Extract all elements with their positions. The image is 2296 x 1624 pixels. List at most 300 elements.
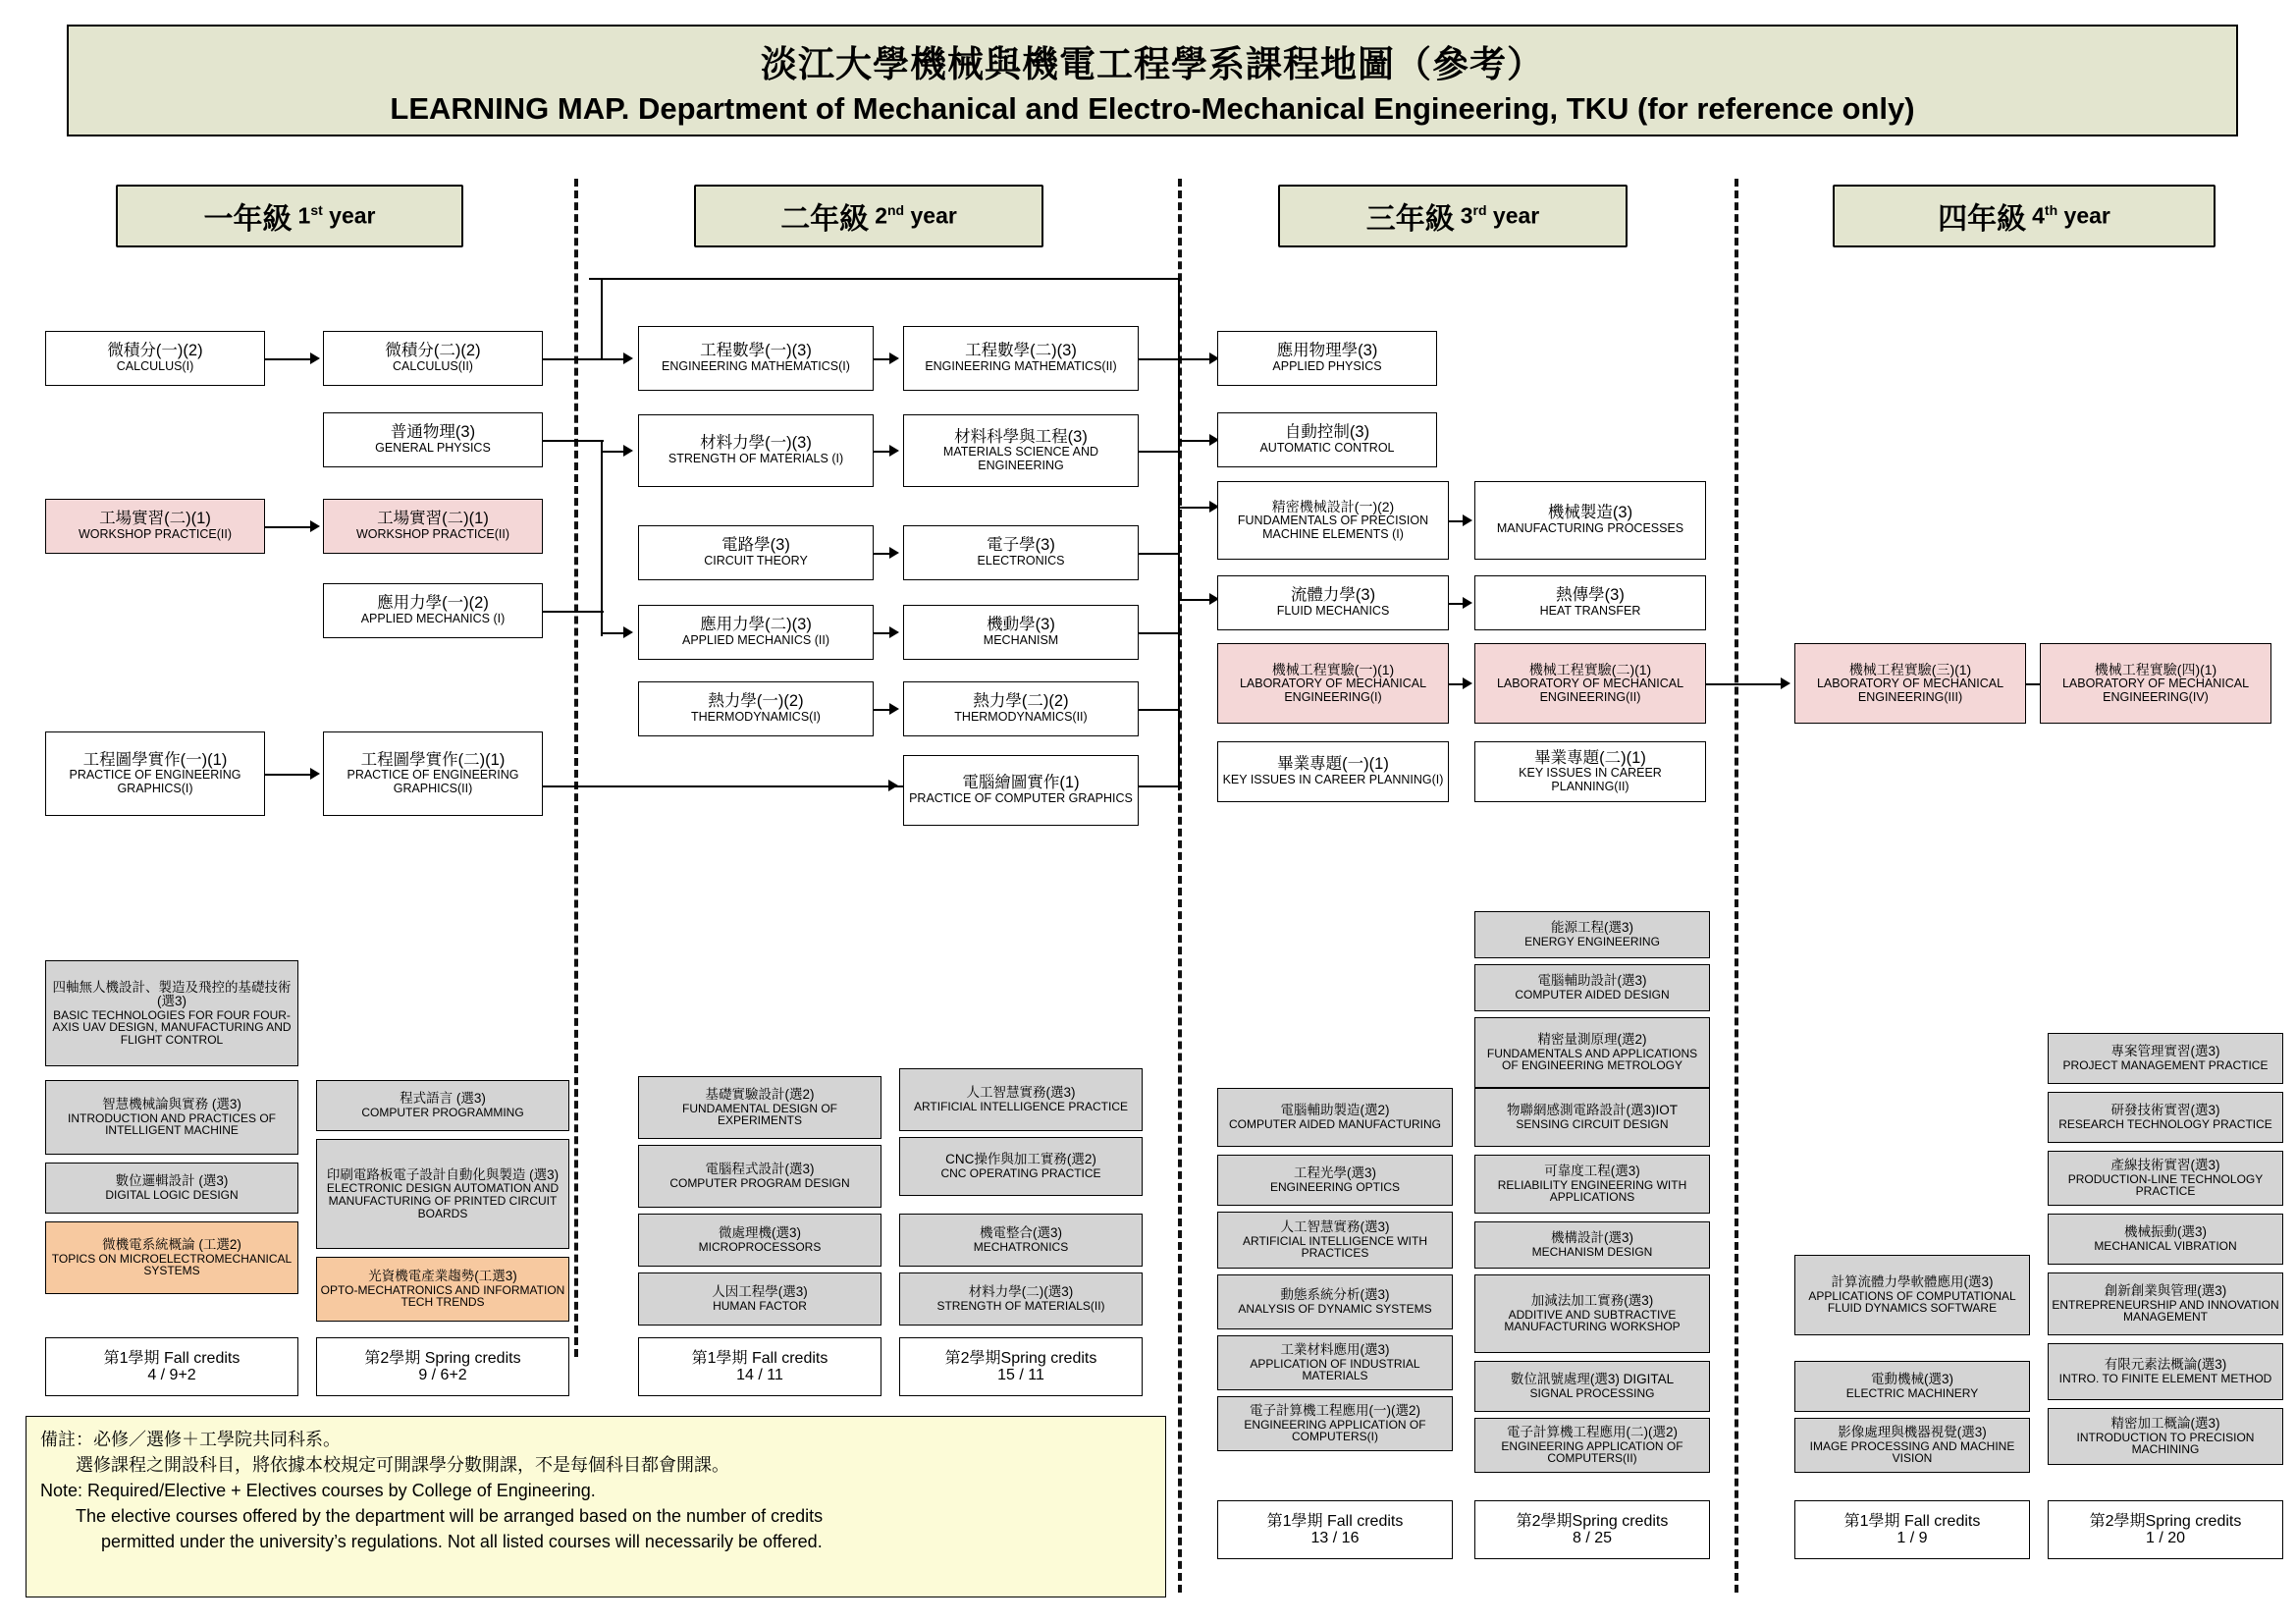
- connector: [2026, 683, 2040, 685]
- course-en: COMPUTER PROGRAMMING: [361, 1105, 524, 1119]
- course-en: AUTOMATIC CONTROL: [1259, 441, 1395, 456]
- elective-y3-fall-1[interactable]: [1217, 1155, 1453, 1206]
- course-en: CALCULUS(I): [116, 359, 194, 374]
- course-en: OPTO-MECHATRONICS AND INFORMATION TECH TRENDS: [320, 1282, 565, 1310]
- course-en: INTRODUCTION TO PRECISION MACHINING: [2076, 1430, 2255, 1457]
- year-3-zh: 三年級: [1365, 203, 1455, 236]
- course-en: HUMAN FACTOR: [713, 1298, 807, 1313]
- course-strength-materials-1[interactable]: [638, 414, 874, 487]
- course-zh: 自動控制(3): [1284, 423, 1370, 442]
- elective-y3-spring-1[interactable]: [1474, 1155, 1710, 1214]
- year-1-en: 1st year: [297, 202, 376, 229]
- course-zh: 能源工程(選3): [1551, 920, 1633, 936]
- year-2-en: 2nd year: [875, 202, 957, 229]
- credits-label: 第2學期Spring credits: [2089, 1512, 2242, 1530]
- connector-arrow: [889, 547, 899, 559]
- course-eng-math-1[interactable]: [638, 326, 874, 391]
- course-en: CALCULUS(II): [393, 359, 473, 374]
- course-workshop-practice-2[interactable]: [323, 499, 543, 554]
- course-en: WORKSHOP PRACTICE(II): [78, 527, 233, 542]
- connector-arrow: [623, 626, 633, 638]
- elective-y4-fall-0[interactable]: [1794, 1255, 2030, 1335]
- course-heat-transfer[interactable]: [1474, 575, 1706, 630]
- course-zh: 機械製造(3): [1547, 504, 1633, 522]
- course-zh: 微機電系統概論 (工選2): [102, 1237, 241, 1253]
- course-zh: 光資機電產業趨勢(工選3): [368, 1269, 517, 1284]
- course-zh: 電子計算機工程應用(二)(選2): [1507, 1425, 1678, 1440]
- connector: [601, 632, 624, 634]
- credits-y3-spring: [1474, 1500, 1710, 1559]
- credits-value: 4 / 9+2: [147, 1367, 196, 1383]
- credits-y3-fall: [1217, 1500, 1453, 1559]
- course-en: INTRO. TO FINITE ELEMENT METHOD: [2058, 1371, 2272, 1385]
- elective-y3-fall-2[interactable]: [1217, 1212, 1453, 1269]
- credits-label: 第2學期Spring credits: [1516, 1512, 1669, 1530]
- course-zh: 數位邏輯設計 (選3): [115, 1173, 229, 1189]
- course-zh: 工程數學(一)(3): [700, 342, 812, 360]
- course-zh: 精密量測原理(選2): [1537, 1032, 1647, 1048]
- elective-y2-spring-3[interactable]: [899, 1272, 1143, 1326]
- connector: [543, 440, 604, 442]
- note-line-4: The elective courses offered by the department will be arranged based on the number of credits: [76, 1506, 824, 1527]
- elective-y4-spring-4[interactable]: [2048, 1272, 2283, 1335]
- course-zh: 工程數學(二)(3): [965, 342, 1077, 360]
- course-en: APPLIED MECHANICS (II): [681, 633, 830, 648]
- year-header-1: [116, 185, 463, 247]
- course-calculus-2[interactable]: [323, 331, 543, 386]
- note-line-5: permitted under the university’s regulations. Not all listed courses will necessarily be offered.: [101, 1532, 823, 1552]
- course-general-physics[interactable]: [323, 412, 543, 467]
- course-manufacturing-processes[interactable]: [1474, 481, 1706, 560]
- course-electronics[interactable]: [903, 525, 1139, 580]
- course-en: SIGNAL PROCESSING: [1529, 1385, 1655, 1400]
- elective-y3-top-1[interactable]: [1474, 964, 1710, 1011]
- course-en: ARTIFICIAL INTELLIGENCE WITH PRACTICES: [1242, 1233, 1428, 1261]
- course-en: MECHANICAL VIBRATION: [2094, 1238, 2237, 1253]
- course-zh: 應用物理學(3): [1276, 342, 1378, 360]
- course-en: KEY ISSUES IN CAREER PLANNING(I): [1222, 773, 1444, 787]
- course-en: LABORATORY OF MECHANICAL ENGINEERING(II): [1496, 677, 1684, 704]
- course-en: ELECTRIC MACHINERY: [1845, 1385, 1979, 1400]
- credits-value: 14 / 11: [736, 1367, 783, 1383]
- elective-y2-spring-2[interactable]: [899, 1214, 1143, 1267]
- course-en: PROJECT MANAGEMENT PRACTICE: [2062, 1057, 2269, 1072]
- year-1-zh: 一年級: [203, 203, 293, 236]
- connector-arrow: [1463, 677, 1472, 689]
- elective-y3-top-0[interactable]: [1474, 911, 1710, 958]
- credits-value: 1 / 20: [2145, 1530, 2186, 1546]
- course-en: ENTREPRENEURSHIP AND INNOVATION MANAGEMENT: [2052, 1297, 2279, 1325]
- course-zh: 微處理機(選3): [719, 1225, 801, 1241]
- note-line-3: Note: Required/Elective + Electives courses by College of Engineering.: [40, 1481, 596, 1501]
- course-en: ELECTRONIC DESIGN AUTOMATION AND MANUFACTURING OF PRINTED CIRCUIT BOARDS: [326, 1181, 560, 1220]
- course-lab-mechanical-2[interactable]: [1474, 643, 1706, 724]
- course-en: ENERGY ENGINEERING: [1524, 934, 1660, 948]
- course-applied-physics[interactable]: [1217, 331, 1437, 386]
- connector: [265, 774, 310, 776]
- course-zh: 畢業專題(二)(1): [1534, 748, 1646, 767]
- credits-value: 9 / 6+2: [418, 1367, 467, 1383]
- course-eng-graphics-2[interactable]: [323, 731, 543, 816]
- credits-y2-spring: [899, 1337, 1143, 1396]
- course-automatic-control[interactable]: [1217, 412, 1437, 467]
- course-lab-mechanical-4[interactable]: [2040, 643, 2271, 724]
- credits-value: 15 / 11: [997, 1367, 1044, 1383]
- course-en: PRACTICE OF COMPUTER GRAPHICS: [909, 791, 1133, 806]
- course-zh: 工程圖學實作(一)(1): [82, 750, 228, 769]
- elective-y1-fall-0[interactable]: [45, 960, 298, 1066]
- course-zh: 微積分(二)(2): [385, 342, 481, 360]
- course-en: COMPUTER AIDED DESIGN: [1515, 987, 1670, 1001]
- course-en: THERMODYNAMICS(I): [691, 710, 821, 725]
- connector: [1139, 709, 1178, 711]
- course-zh: 工程光學(選3): [1294, 1165, 1376, 1181]
- course-zh: 材料力學(一)(3): [700, 434, 812, 453]
- course-zh: 動態系統分析(選3): [1280, 1287, 1390, 1303]
- course-en: STRENGTH OF MATERIALS (I): [667, 452, 844, 466]
- year-header-3: [1278, 185, 1628, 247]
- course-thermodynamics-1[interactable]: [638, 681, 874, 736]
- course-zh: 數位訊號處理(選3) DIGITAL: [1510, 1372, 1675, 1387]
- credits-y2-fall: [638, 1337, 881, 1396]
- connector: [543, 611, 604, 613]
- divider-3: [1735, 179, 1738, 1593]
- connector: [589, 278, 1178, 280]
- connector: [1178, 278, 1180, 358]
- connector: [1178, 599, 1211, 601]
- elective-y2-fall-0[interactable]: [638, 1076, 881, 1139]
- year-4-zh: 四年級: [1938, 203, 2027, 236]
- elective-y2-spring-1[interactable]: [899, 1137, 1143, 1196]
- course-thermodynamics-2[interactable]: [903, 681, 1139, 736]
- course-en: ENGINEERING OPTICS: [1269, 1179, 1401, 1194]
- course-zh: 應用力學(一)(2): [377, 594, 489, 613]
- course-zh: 電腦程式設計(選3): [705, 1162, 815, 1177]
- course-en: PRODUCTION-LINE TECHNOLOGY PRACTICE: [2067, 1171, 2264, 1199]
- credits-y1-fall: [45, 1337, 298, 1396]
- elective-y3-fall-0[interactable]: [1217, 1088, 1453, 1147]
- year-4-en: 4th year: [2032, 202, 2110, 229]
- course-zh: CNC操作與加工實務(選2): [945, 1152, 1096, 1167]
- elective-y1-fall-1[interactable]: [45, 1080, 298, 1155]
- course-lab-mechanical-3[interactable]: [1794, 643, 2026, 724]
- connector: [1139, 358, 1178, 360]
- year-header-4: [1833, 185, 2216, 247]
- course-zh: 熱力學(二)(2): [973, 692, 1069, 711]
- course-zh: 機械振動(選3): [2124, 1224, 2207, 1240]
- title-english: LEARNING MAP. Department of Mechanical and Electro-Mechanical Engineering, TKU (for reference only): [390, 91, 1915, 126]
- credits-y4-fall: [1794, 1500, 2030, 1559]
- course-zh: 機械工程實驗(四)(1): [2094, 661, 2217, 677]
- connector-arrow: [889, 626, 899, 638]
- connector-arrow: [1463, 514, 1472, 526]
- connector: [1139, 553, 1178, 555]
- elective-y4-spring-2[interactable]: [2048, 1151, 2283, 1206]
- course-en: MICROPROCESSORS: [698, 1239, 822, 1254]
- course-en: CIRCUIT THEORY: [704, 554, 808, 568]
- elective-y4-spring-5[interactable]: [2048, 1343, 2283, 1400]
- course-zh: 流體力學(3): [1290, 586, 1376, 605]
- elective-y2-fall-3[interactable]: [638, 1272, 881, 1326]
- course-en: MECHATRONICS: [973, 1239, 1069, 1254]
- course-zh: 精密加工概論(選3): [2110, 1416, 2220, 1432]
- course-en: FUNDAMENTALS OF PRECISION MACHINE ELEMENTS (I): [1237, 514, 1429, 541]
- course-mechanism[interactable]: [903, 605, 1139, 660]
- course-precision-machine-elements-1[interactable]: [1217, 481, 1449, 560]
- elective-y3-top-2[interactable]: [1474, 1017, 1710, 1088]
- course-en: STRENGTH OF MATERIALS(II): [936, 1298, 1105, 1313]
- course-calculus-1[interactable]: [45, 331, 265, 386]
- credits-label: 第2學期 Spring credits: [364, 1349, 521, 1367]
- course-zh: 機電整合(選3): [980, 1225, 1062, 1241]
- page-title: [67, 25, 2238, 136]
- connector-arrow: [623, 445, 633, 457]
- course-lab-mechanical-1[interactable]: [1217, 643, 1449, 724]
- connector-arrow: [623, 352, 633, 364]
- connector-arrow: [310, 520, 320, 532]
- connector-arrow: [1781, 677, 1790, 689]
- course-career-planning-2[interactable]: [1474, 741, 1706, 802]
- course-zh: 物聯網感測電路設計(選3)IOT: [1507, 1103, 1678, 1118]
- course-zh: 熱傳學(3): [1556, 586, 1625, 605]
- course-zh: 材料力學(二)(選3): [968, 1284, 1074, 1300]
- course-zh: 影像處理與機器視覺(選3): [1838, 1425, 1987, 1440]
- course-en: APPLIED PHYSICS: [1272, 359, 1382, 374]
- course-en: LABORATORY OF MECHANICAL ENGINEERING(I): [1239, 677, 1427, 704]
- connector: [601, 440, 603, 636]
- elective-y3-fall-5[interactable]: [1217, 1396, 1453, 1451]
- course-zh: 人工智慧實務(選3): [966, 1085, 1076, 1101]
- course-en: ANALYSIS OF DYNAMIC SYSTEMS: [1238, 1301, 1432, 1316]
- connector: [601, 451, 624, 453]
- elective-y1-fall-2[interactable]: [45, 1163, 298, 1214]
- course-zh: 電子計算機工程應用(一)(選2): [1250, 1403, 1420, 1419]
- elective-y3-spring-5[interactable]: [1474, 1418, 1710, 1473]
- course-zh: 機械工程實驗(一)(1): [1271, 661, 1395, 677]
- connector-arrow: [310, 768, 320, 780]
- course-en: FLUID MECHANICS: [1276, 604, 1390, 619]
- course-applied-mechanics-1[interactable]: [323, 583, 543, 638]
- elective-y2-spring-0[interactable]: [899, 1068, 1143, 1131]
- course-en: APPLIED MECHANICS (I): [360, 612, 506, 626]
- course-circuit-theory[interactable]: [638, 525, 874, 580]
- course-en: FUNDAMENTAL DESIGN OF EXPERIMENTS: [681, 1101, 837, 1128]
- course-materials-science[interactable]: [903, 414, 1139, 487]
- course-zh: 人工智慧實務(選3): [1280, 1219, 1390, 1235]
- connector: [1178, 440, 1211, 442]
- connector: [1139, 785, 1178, 787]
- course-en: KEY ISSUES IN CAREER PLANNING(II): [1519, 766, 1662, 793]
- course-applied-mechanics-2[interactable]: [638, 605, 874, 660]
- course-computer-graphics-practice[interactable]: [903, 755, 1139, 826]
- course-zh: 計算流體力學軟體應用(選3): [1831, 1274, 1994, 1290]
- course-en: ARTIFICIAL INTELLIGENCE PRACTICE: [913, 1099, 1129, 1113]
- note-line-2: 選修課程之開設科目，將依據本校規定可開課學分數開課，不是每個科目都會開課。: [76, 1455, 729, 1476]
- course-zh: 四軸無人機設計、製造及飛控的基礎技術 (選3): [52, 979, 292, 1009]
- course-en: DIGITAL LOGIC DESIGN: [105, 1187, 239, 1202]
- course-en: HEAT TRANSFER: [1539, 604, 1641, 619]
- elective-y3-fall-4[interactable]: [1217, 1335, 1453, 1390]
- title-chinese: 淡江大學機械與機電工程學系課程地圖（參考）: [761, 44, 1544, 84]
- course-zh: 人因工程學(選3): [712, 1284, 808, 1300]
- connector: [265, 358, 310, 360]
- connector-arrow: [889, 352, 899, 364]
- connector: [1178, 358, 1211, 360]
- elective-y3-spring-0[interactable]: [1474, 1088, 1710, 1147]
- course-zh: 電子學(3): [987, 536, 1055, 555]
- course-zh: 電腦輔助設計(選3): [1537, 973, 1647, 989]
- course-zh: 工程圖學實作(二)(1): [360, 750, 506, 769]
- elective-y4-fall-1[interactable]: [1794, 1361, 2030, 1412]
- course-zh: 電動機械(選3): [1871, 1372, 1953, 1387]
- course-en: LABORATORY OF MECHANICAL ENGINEERING(IV): [2061, 677, 2250, 704]
- course-en: APPLICATIONS OF COMPUTATIONAL FLUID DYNAMICS SOFTWARE: [1808, 1288, 2016, 1316]
- connector-arrow: [889, 703, 899, 715]
- course-zh: 精密機械設計(一)(2): [1271, 498, 1395, 514]
- elective-y4-spring-6[interactable]: [2048, 1408, 2283, 1465]
- course-zh: 創新創業與管理(選3): [2104, 1283, 2227, 1299]
- course-en: RELIABILITY ENGINEERING WITH APPLICATIONS: [1497, 1177, 1687, 1205]
- course-zh: 工業材料應用(選3): [1280, 1342, 1390, 1358]
- connector: [1139, 632, 1178, 634]
- course-zh: 工場實習(二)(1): [377, 510, 489, 528]
- connector: [265, 526, 310, 528]
- credits-y4-spring: [2048, 1500, 2283, 1559]
- course-en: MANUFACTURING PROCESSES: [1496, 521, 1684, 536]
- course-zh: 研發技術實習(選3): [2110, 1103, 2220, 1118]
- course-en: GENERAL PHYSICS: [375, 441, 491, 456]
- course-en: FUNDAMENTALS AND APPLICATIONS OF ENGINEERING METROLOGY: [1486, 1046, 1698, 1073]
- connector: [543, 785, 903, 787]
- course-en: PRACTICE OF ENGINEERING GRAPHICS(I): [69, 768, 241, 795]
- course-zh: 機構設計(選3): [1551, 1230, 1633, 1246]
- connector-arrow: [310, 352, 320, 364]
- course-en: THERMODYNAMICS(II): [954, 710, 1088, 725]
- course-en: TOPICS ON MICROELECTROMECHANICAL SYSTEMS: [51, 1251, 293, 1278]
- course-zh: 材料科學與工程(3): [954, 427, 1088, 446]
- course-zh: 微積分(一)(2): [107, 342, 203, 360]
- elective-y4-spring-0[interactable]: [2048, 1033, 2283, 1084]
- course-career-planning-1[interactable]: [1217, 741, 1449, 802]
- course-zh: 基礎實驗設計(選2): [705, 1087, 815, 1103]
- connector: [1139, 451, 1178, 453]
- course-zh: 工場實習(二)(1): [99, 510, 211, 528]
- elective-y1-spring-2[interactable]: [316, 1257, 569, 1322]
- credits-value: 8 / 25: [1572, 1530, 1613, 1546]
- footnote-box: [26, 1416, 1166, 1597]
- elective-y3-spring-4[interactable]: [1474, 1361, 1710, 1412]
- course-zh: 普通物理(3): [390, 423, 476, 442]
- connector-arrow: [889, 445, 899, 457]
- course-en: MATERIALS SCIENCE AND ENGINEERING: [942, 445, 1099, 472]
- course-zh: 機械工程實驗(二)(1): [1528, 661, 1652, 677]
- year-3-en: 3rd year: [1460, 202, 1540, 229]
- connector-arrow: [1463, 597, 1472, 609]
- course-zh: 程式語言 (選3): [400, 1091, 486, 1107]
- course-en: MECHANISM: [983, 633, 1059, 648]
- course-eng-math-2[interactable]: [903, 326, 1139, 391]
- elective-y4-spring-3[interactable]: [2048, 1214, 2283, 1265]
- elective-y1-fall-3[interactable]: [45, 1221, 298, 1294]
- course-en: MECHANISM DESIGN: [1531, 1244, 1653, 1259]
- connector-arrow: [888, 780, 898, 791]
- elective-y1-spring-1[interactable]: [316, 1139, 569, 1249]
- course-zh: 熱力學(一)(2): [708, 692, 804, 711]
- elective-y2-fall-1[interactable]: [638, 1145, 881, 1208]
- course-zh: 電路學(3): [721, 536, 790, 555]
- course-en: SENSING CIRCUIT DESIGN: [1516, 1116, 1669, 1131]
- course-en: IMAGE PROCESSING AND MACHINE VISION: [1809, 1438, 2015, 1466]
- year-2-zh: 二年級: [780, 203, 870, 236]
- credits-label: 第1學期 Fall credits: [1843, 1512, 1981, 1530]
- course-zh: 專案管理實習(選3): [2110, 1044, 2220, 1059]
- connector: [1178, 507, 1211, 509]
- elective-y2-fall-2[interactable]: [638, 1214, 881, 1267]
- credits-label: 第2學期Spring credits: [944, 1349, 1097, 1367]
- elective-y4-fall-2[interactable]: [1794, 1418, 2030, 1473]
- course-workshop-practice-1[interactable]: [45, 499, 265, 554]
- divider-1: [574, 179, 578, 1357]
- credits-label: 第1學期 Fall credits: [103, 1349, 240, 1367]
- course-en: ENGINEERING MATHEMATICS(II): [925, 359, 1117, 374]
- credits-value: 1 / 9: [1896, 1530, 1928, 1546]
- connector: [1178, 358, 1180, 790]
- credits-label: 第1學期 Fall credits: [691, 1349, 828, 1367]
- elective-y3-fall-3[interactable]: [1217, 1274, 1453, 1329]
- course-en: ENGINEERING APPLICATION OF COMPUTERS(I): [1244, 1417, 1426, 1444]
- course-en: APPLICATION OF INDUSTRIAL MATERIALS: [1250, 1356, 1420, 1383]
- course-en: BASIC TECHNOLOGIES FOR FOUR FOUR-AXIS UAV DESIGN, MANUFACTURING AND FLIGHT CONTROL: [52, 1007, 292, 1047]
- elective-y3-spring-2[interactable]: [1474, 1221, 1710, 1269]
- course-zh: 加減法加工實務(選3): [1530, 1293, 1654, 1309]
- course-en: PRACTICE OF ENGINEERING GRAPHICS(II): [347, 768, 519, 795]
- course-zh: 機械工程實驗(三)(1): [1848, 661, 1972, 677]
- credits-value: 13 / 16: [1310, 1530, 1360, 1546]
- course-en: WORKSHOP PRACTICE(II): [355, 527, 510, 542]
- course-en: LABORATORY OF MECHANICAL ENGINEERING(III): [1816, 677, 2004, 704]
- course-zh: 可靠度工程(選3): [1544, 1164, 1640, 1179]
- course-eng-graphics-1[interactable]: [45, 731, 265, 816]
- course-en: ADDITIVE AND SUBTRACTIVE MANUFACTURING WORKSHOP: [1504, 1307, 1681, 1334]
- course-en: COMPUTER PROGRAM DESIGN: [669, 1175, 850, 1190]
- credits-label: 第1學期 Fall credits: [1266, 1512, 1404, 1530]
- course-zh: 畢業專題(一)(1): [1277, 755, 1389, 774]
- elective-y4-spring-1[interactable]: [2048, 1092, 2283, 1143]
- course-en: ENGINEERING APPLICATION OF COMPUTERS(II): [1501, 1438, 1683, 1466]
- connector: [543, 358, 623, 360]
- course-zh: 產線技術實習(選3): [2110, 1158, 2220, 1173]
- course-zh: 電腦繪圖實作(1): [962, 774, 1080, 792]
- elective-y1-spring-0[interactable]: [316, 1080, 569, 1131]
- course-zh: 有限元素法概論(選3): [2104, 1357, 2227, 1373]
- elective-y3-spring-3[interactable]: [1474, 1274, 1710, 1353]
- course-fluid-mechanics[interactable]: [1217, 575, 1449, 630]
- course-zh: 機動學(3): [987, 616, 1055, 634]
- course-en: ELECTRONICS: [977, 554, 1065, 568]
- year-header-2: [694, 185, 1043, 247]
- connector: [601, 278, 603, 358]
- course-zh: 智慧機械論與實務 (選3): [102, 1097, 241, 1112]
- course-en: ENGINEERING MATHEMATICS(I): [662, 359, 850, 374]
- course-zh: 應用力學(二)(3): [700, 616, 812, 634]
- connector: [1706, 683, 1781, 685]
- course-en: INTRODUCTION AND PRACTICES OF INTELLIGENT MACHINE: [67, 1110, 276, 1138]
- course-en: CNC OPERATING PRACTICE: [940, 1165, 1101, 1180]
- course-en: RESEARCH TECHNOLOGY PRACTICE: [2058, 1116, 2272, 1131]
- course-en: COMPUTER AIDED MANUFACTURING: [1228, 1116, 1441, 1131]
- credits-y1-spring: [316, 1337, 569, 1396]
- course-zh: 印刷電路板電子設計自動化與製造 (選3): [326, 1166, 560, 1182]
